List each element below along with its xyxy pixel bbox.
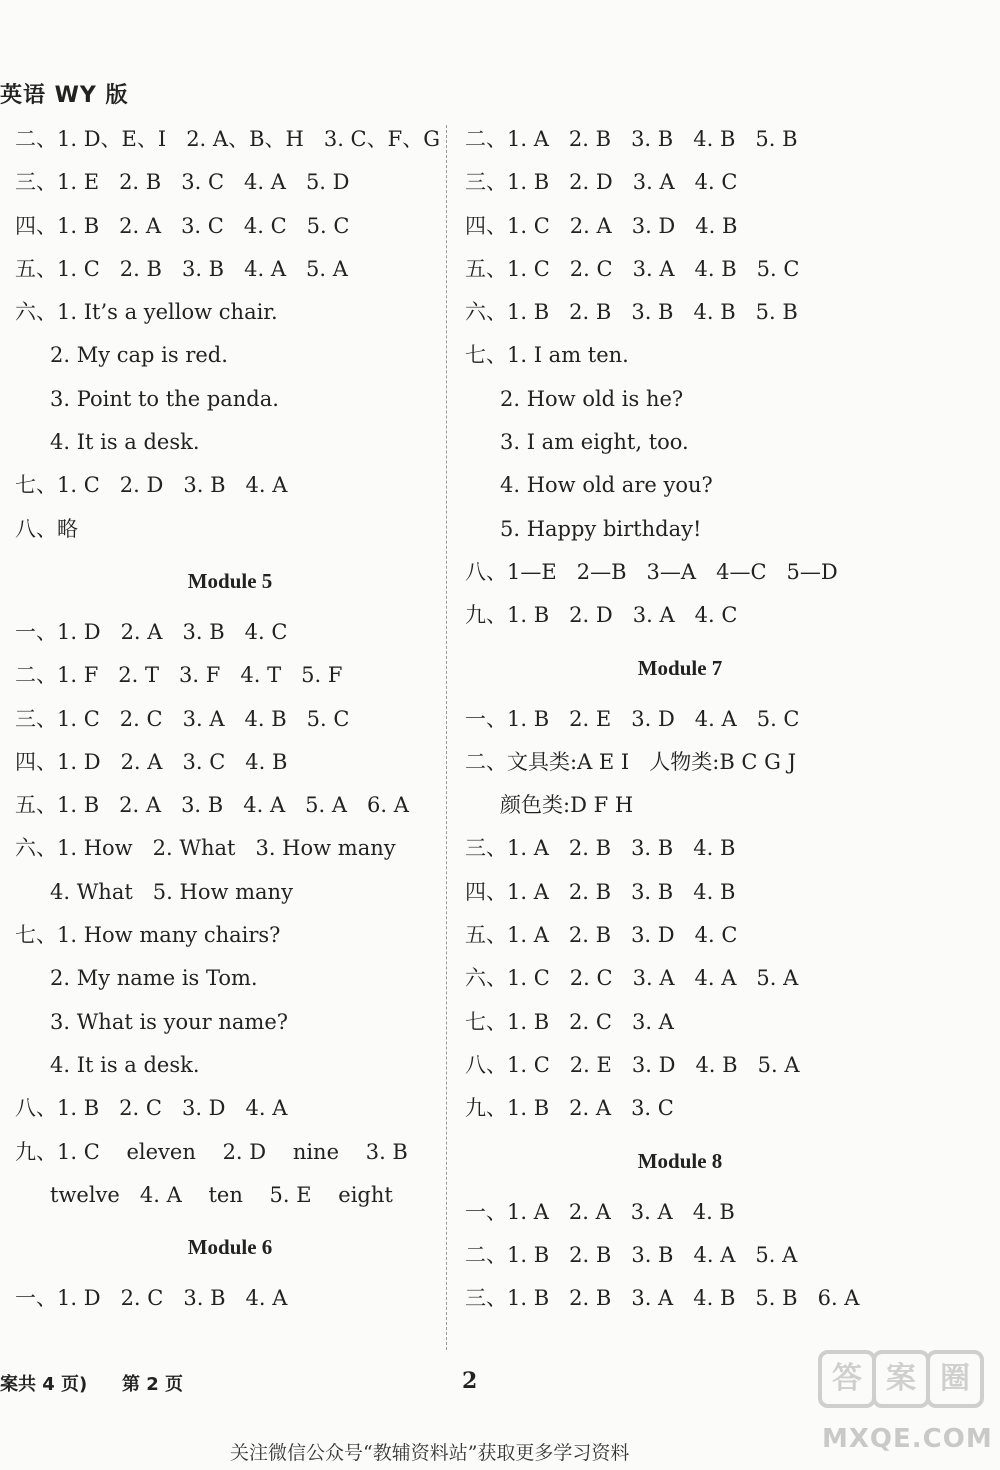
watermark-url: MXQE.COM [822,1424,993,1454]
answer-line: 八、1—E 2—B 3—A 4—C 5—D [465,559,838,584]
footer-total-pages: 案共 4 页) [0,1374,88,1395]
answer-line: 二、文具类:A E I 人物类:B C G J [465,749,797,774]
answer-line: 一、1. B 2. E 3. D 4. A 5. C [465,706,800,731]
answer-line: 二、1. D、E、I 2. A、B、H 3. C、F、G [15,127,440,151]
book-edition-header: 英语 WY 版 [0,83,129,108]
watermark-char: 圈 [926,1350,984,1408]
footer-page-label: 第 2 页 [122,1374,184,1395]
answer-line: 四、1. B 2. A 3. C 4. C 5. C [15,213,350,238]
answer-line: 七、1. How many chairs? [15,923,281,948]
module-heading: Module 8 [637,1148,723,1173]
answer-line: 一、1. D 2. A 3. B 4. C [15,619,288,644]
answer-line: 五、1. A 2. B 3. D 4. C [465,923,738,948]
answer-line: 八、1. C 2. E 3. D 4. B 5. A [465,1052,800,1077]
answer-line: 三、1. B 2. B 3. A 4. B 5. B 6. A [465,1286,860,1311]
answer-line: 4. What 5. How many [50,879,293,904]
answer-line: 四、1. C 2. A 3. D 4. B [465,213,738,238]
answer-line: 三、1. E 2. B 3. C 4. A 5. D [15,170,350,195]
answer-line: 一、1. D 2. C 3. B 4. A [15,1286,288,1311]
answer-line: 2. My name is Tom. [50,966,258,991]
answer-line: 5. Happy birthday! [500,516,702,541]
watermark-logo [818,1350,993,1460]
answer-line: 三、1. A 2. B 3. B 4. B [465,836,736,861]
right-answer-column [465,118,895,1320]
answer-line: 4. How old are you? [500,473,713,498]
answer-line: 八、1. B 2. C 3. D 4. A [15,1096,288,1121]
answer-line: 颜色类:D F H [500,793,634,818]
answer-line: 六、1. How 2. What 3. How many [15,836,396,861]
answer-line: 五、1. C 2. C 3. A 4. B 5. C [465,256,800,281]
answer-line: 六、1. C 2. C 3. A 4. A 5. A [465,966,799,991]
answer-line: 七、1. B 2. C 3. A [465,1009,674,1034]
answer-line: 九、1. B 2. D 3. A 4. C [465,603,738,628]
answer-line: 二、1. F 2. T 3. F 4. T 5. F [15,663,343,688]
answer-line: 九、1. B 2. A 3. C [465,1096,674,1121]
answer-line: 五、1. B 2. A 3. B 4. A 5. A 6. A [15,793,409,818]
watermark-char: 案 [872,1350,930,1408]
answer-line: 2. How old is he? [500,386,684,411]
answer-line: 三、1. C 2. C 3. A 4. B 5. C [15,706,350,731]
answer-line: 七、1. I am ten. [465,343,629,368]
column-divider [446,125,447,1350]
answer-line: 4. It is a desk. [50,1052,200,1077]
answer-line: 一、1. A 2. A 3. A 4. B [465,1199,735,1224]
page-number: 2 [462,1368,478,1394]
answer-line: 七、1. C 2. D 3. B 4. A [15,473,288,498]
answer-line: 六、1. It’s a yellow chair. [15,300,278,325]
answer-line: 九、1. C eleven 2. D nine 3. B [15,1139,408,1164]
answer-line: 2. My cap is red. [50,343,228,368]
answer-line: 四、1. D 2. A 3. C 4. B [15,749,288,774]
answer-line: 三、1. B 2. D 3. A 4. C [465,170,738,195]
answer-line: 二、1. A 2. B 3. B 4. B 5. B [465,127,798,151]
answer-line: 3. What is your name? [50,1009,289,1034]
answer-line: 五、1. C 2. B 3. B 4. A 5. A [15,256,348,281]
module-heading: Module 5 [187,568,273,593]
answer-line: 八、略 [15,516,78,541]
answer-line: 六、1. B 2. B 3. B 4. B 5. B [465,300,798,325]
answer-line: 四、1. A 2. B 3. B 4. B [465,879,736,904]
module-heading: Module 6 [187,1235,273,1260]
answer-line: twelve 4. A ten 5. E eight [50,1182,393,1207]
watermark-char: 答 [818,1350,876,1408]
wechat-promo-note: 关注微信公众号“教辅资料站”获取更多学习资料 [230,1442,630,1464]
answer-line: 3. Point to the panda. [50,386,279,411]
left-answer-column [15,118,445,1320]
module-heading: Module 7 [637,655,723,680]
answer-line: 3. I am eight, too. [500,430,689,455]
answer-line: 二、1. B 2. B 3. B 4. A 5. A [465,1242,798,1267]
answer-line: 4. It is a desk. [50,430,200,455]
